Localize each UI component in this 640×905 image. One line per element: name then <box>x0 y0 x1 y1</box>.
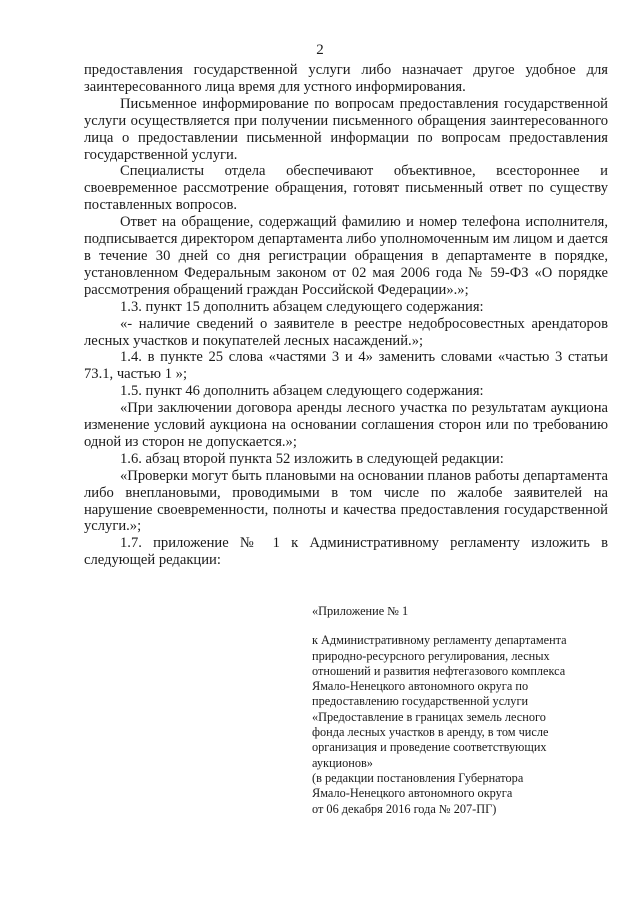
paragraph: Специалисты отдела обеспечивают объективное, всестороннее и своевременное рассмотрение обращения, готовят письменный ответ по существу поставленных вопросов. <box>84 163 608 214</box>
paragraph: Письменное информирование по вопросам предоставления государственной услуги осуществляется при получении письменного обращения заинтересованного лица о предоставлении письменной информации по вопросам предоставления государственной услуги. <box>84 95 608 163</box>
paragraph: предоставления государственной услуги либо назначает другое удобное для заинтересованного лица время для устного информирования. <box>84 62 608 95</box>
document-body <box>84 62 608 569</box>
appendix-line: Ямало-Ненецкого автономного округа по <box>312 679 529 694</box>
page-number: 2 <box>316 42 324 58</box>
appendix-line: (в редакции постановления Губернатора <box>312 770 524 785</box>
appendix-header-block <box>312 604 608 817</box>
paragraph: 1.7. приложение № 1 к Административному регламенту изложить в следующей редакции: <box>84 535 608 569</box>
appendix-title: «Приложение № 1 <box>312 604 409 618</box>
appendix-line: аукционов» <box>312 755 373 770</box>
paragraph: Ответ на обращение, содержащий фамилию и номер телефона исполнителя, подписывается директором департамента либо уполномоченным им лицом и дается в течение 30 дней со дня регистрации обращения в департаменте в порядке, установленном Федеральным законом от 02 мая 2006 года № 59-ФЗ «О порядке рассмотрения обращений граждан Российской Федерации».»; <box>84 214 608 298</box>
paragraph: «Проверки могут быть плановыми на основании планов работы департамента либо внеплановыми, проводимыми в том числе по жалобе заявителей на нарушение своевременности, полноты и качества предоставления государственной услуги.»; <box>84 467 608 535</box>
appendix-line: отношений и развития нефтегазового комплекса <box>312 663 566 678</box>
paragraph: 1.5. пункт 46 дополнить абзацем следующего содержания: <box>120 383 484 400</box>
paragraph: 1.4. в пункте 25 слова «частями 3 и 4» заменить словами «частью 3 статьи 73.1, частью 1 »; <box>84 349 608 383</box>
paragraph: «- наличие сведений о заявителе в реестре недобросовестных арендаторов лесных участков и покупателей лесных насаждений.»; <box>84 315 608 349</box>
appendix-line: предоставлению государственной услуги <box>312 694 529 709</box>
appendix-line: фонда лесных участков в аренду, в том числе <box>312 725 549 740</box>
appendix-line: организация и проведение соответствующих <box>312 740 547 755</box>
appendix-line: от 06 декабря 2016 года № 207-ПГ) <box>312 801 497 816</box>
paragraph: «При заключении договора аренды лесного участка по результатам аукциона изменение условий аукциона на основании соглашения сторон или по требованию одной из сторон не допускается.»; <box>84 400 608 450</box>
paragraph: 1.3. пункт 15 дополнить абзацем следующего содержания: <box>120 298 484 315</box>
paragraph: 1.6. абзац второй пункта 52 изложить в следующей редакции: <box>120 450 504 467</box>
appendix-line: к Административному регламенту департамента <box>312 633 567 648</box>
appendix-line: «Предоставление в границах земель лесного <box>312 709 546 724</box>
appendix-line: природно-ресурсного регулирования, лесных <box>312 648 550 663</box>
appendix-line: Ямало-Ненецкого автономного округа <box>312 786 513 801</box>
